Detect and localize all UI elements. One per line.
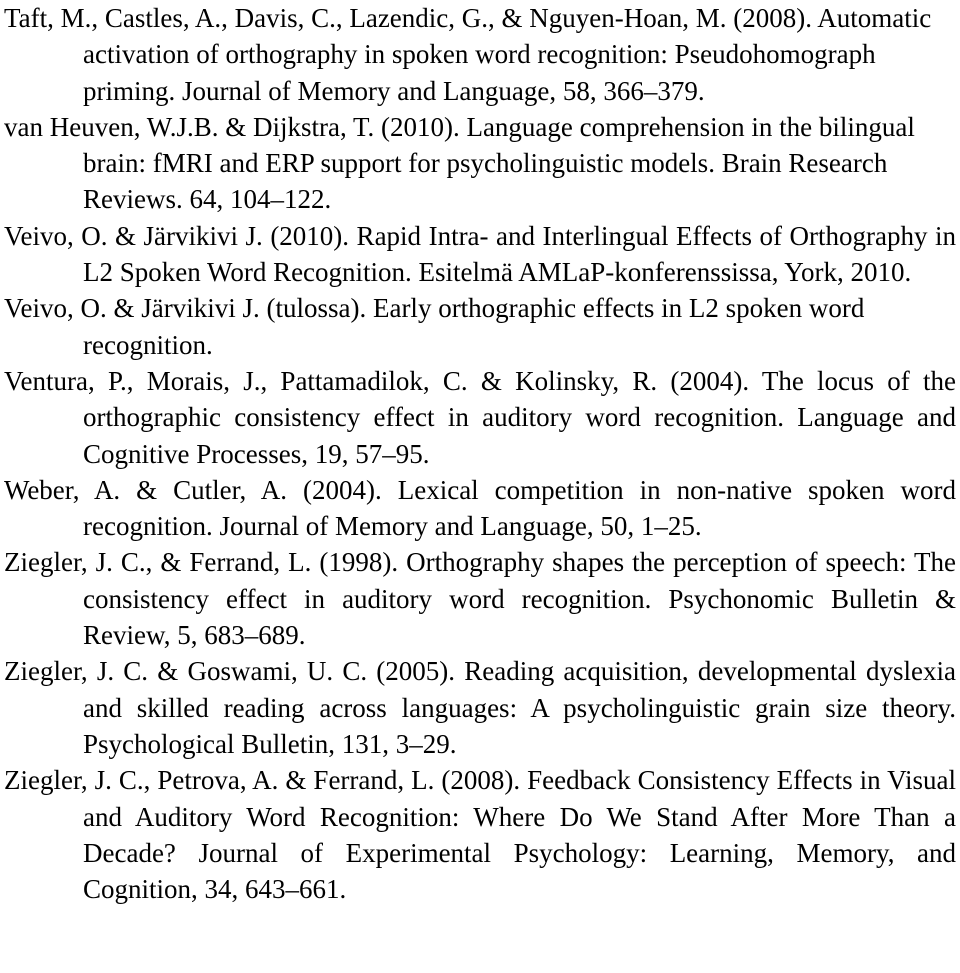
reference-veivo-tulossa: Veivo, O. & Järvikivi J. (tulossa). Early orthographic effects in L2 spoken word recognition. [4, 293, 865, 360]
reference-weber-2004: Weber, A. & Cutler, A. (2004). Lexical competition in non-native spoken word recognition. Journal of Memory and Language, 50, 1–25. [4, 474, 956, 542]
reference-ziegler-2008: Ziegler, J. C., Petrova, A. & Ferrand, L. (2008). Feedback Consistency Effects in Visual and Auditory Word Recognition: Where Do We Stand After More Than a Decade? Journal of Experimental Psychology: Learning, Memory, and Cognition, 34, 643–661. [4, 765, 956, 905]
reference-taft-2008: Taft, M., Castles, A., Davis, C., Lazendic, G., & Nguyen-Hoan, M. (2008). Automatic activation of orthography in spoken word recognition: Pseudohomograph priming. Journal of Memory and Language, 58, 366–379. [4, 3, 932, 106]
reference-ventura-2004: Ventura, P., Morais, J., Pattamadilok, C. & Kolinsky, R. (2004). The locus of the orthographic consistency effect in auditory word recognition. Language and Cognitive Processes, 19, 57–95. [4, 365, 956, 469]
reference-veivo-2010: Veivo, O. & Järvikivi J. (2010). Rapid Intra- and Interlingual Effects of Orthography in L2 Spoken Word Recognition. Esitelmä AMLaP-konferenssissa, York, 2010. [4, 220, 956, 288]
reference-van-heuven-2010: van Heuven, W.J.B. & Dijkstra, T. (2010). Language comprehension in the bilingual brain: fMRI and ERP support for psycholinguistic models. Brain Research Reviews. 64, 104–122. [4, 111, 915, 215]
reference-ziegler-1998: Ziegler, J. C., & Ferrand, L. (1998). Orthography shapes the perception of speech: The consistency effect in auditory word recognition. Psychonomic Bulletin & Review, 5, 683–689. [4, 547, 956, 651]
reference-ziegler-2005: Ziegler, J. C. & Goswami, U. C. (2005). Reading acquisition, developmental dyslexia and skilled reading across languages: A psycholinguistic grain size theory. Psychological Bulletin, 131, 3–29. [4, 656, 956, 759]
